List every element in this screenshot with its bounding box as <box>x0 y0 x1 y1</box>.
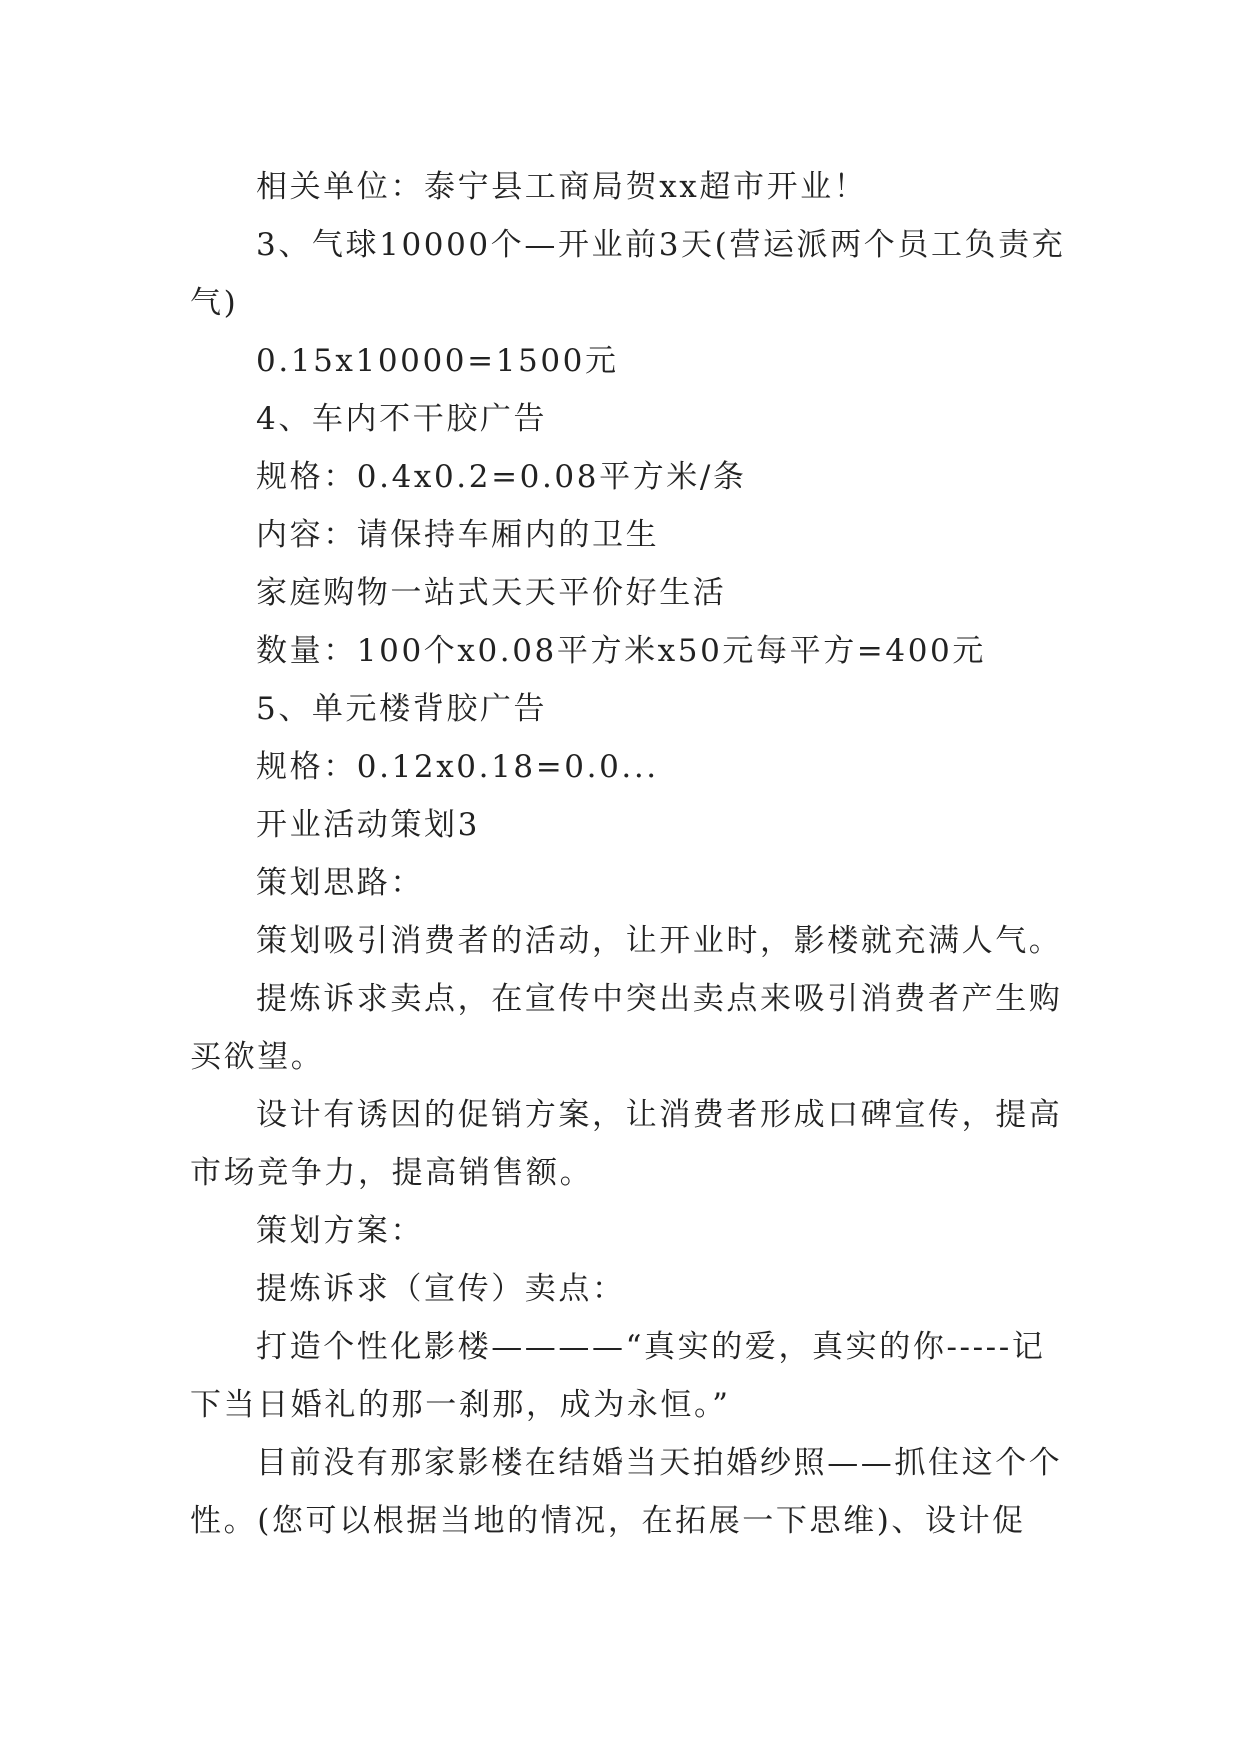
section-title-opening-plan-3: 开业活动策划3 <box>256 807 480 843</box>
paragraph-wedding-day-photos: 目前没有那家影楼在结婚当天拍婚纱照——抓住这个个性。(您可以根据当地的情况，在拓展一下思维)、设计促 <box>190 1445 1063 1539</box>
paragraph-related-units: 相关单位：泰宁县工商局贺xx超市开业！ <box>256 169 868 205</box>
paragraph-attract-consumers: 策划吸引消费者的活动，让开业时，影楼就充满人气。 <box>256 923 1063 959</box>
paragraph-promotion-design: 设计有诱因的促销方案，让消费者形成口碑宣传，提高市场竞争力，提高销售额。 <box>190 1097 1063 1191</box>
paragraph-appeal-points: 提炼诉求（宣传）卖点： <box>256 1271 626 1307</box>
paragraph-car-sticker-quantity: 数量：100个x0.08平方米x50元每平方=400元 <box>256 633 986 669</box>
paragraph-building-ad-spec: 规格：0.12x0.18=0.0... <box>256 749 659 785</box>
paragraph-car-sticker-spec: 规格：0.4x0.2=0.08平方米/条 <box>256 459 747 495</box>
paragraph-balloon-cost: 0.15x10000=1500元 <box>256 343 619 379</box>
paragraph-planning-scheme: 策划方案： <box>256 1213 424 1249</box>
paragraph-building-ad-heading: 5、单元楼背胶广告 <box>256 691 548 727</box>
paragraph-car-sticker-content: 内容：请保持车厢内的卫生 <box>256 517 660 553</box>
paragraph-planning-ideas: 策划思路： <box>256 865 424 901</box>
paragraph-personalized-studio: 打造个性化影楼————“真实的爱，真实的你-----记下当日婚礼的那一刹那，成为永恒。” <box>190 1329 1046 1423</box>
document-body <box>190 158 1070 1550</box>
paragraph-car-sticker-heading: 4、车内不干胶广告 <box>256 401 548 437</box>
paragraph-selling-points: 提炼诉求卖点，在宣传中突出卖点来吸引消费者产生购买欲望。 <box>190 981 1063 1075</box>
paragraph-balloons: 3、气球10000个—开业前3天(营运派两个员工负责充气) <box>190 227 1066 321</box>
paragraph-slogan: 家庭购物一站式天天平价好生活 <box>256 575 727 611</box>
